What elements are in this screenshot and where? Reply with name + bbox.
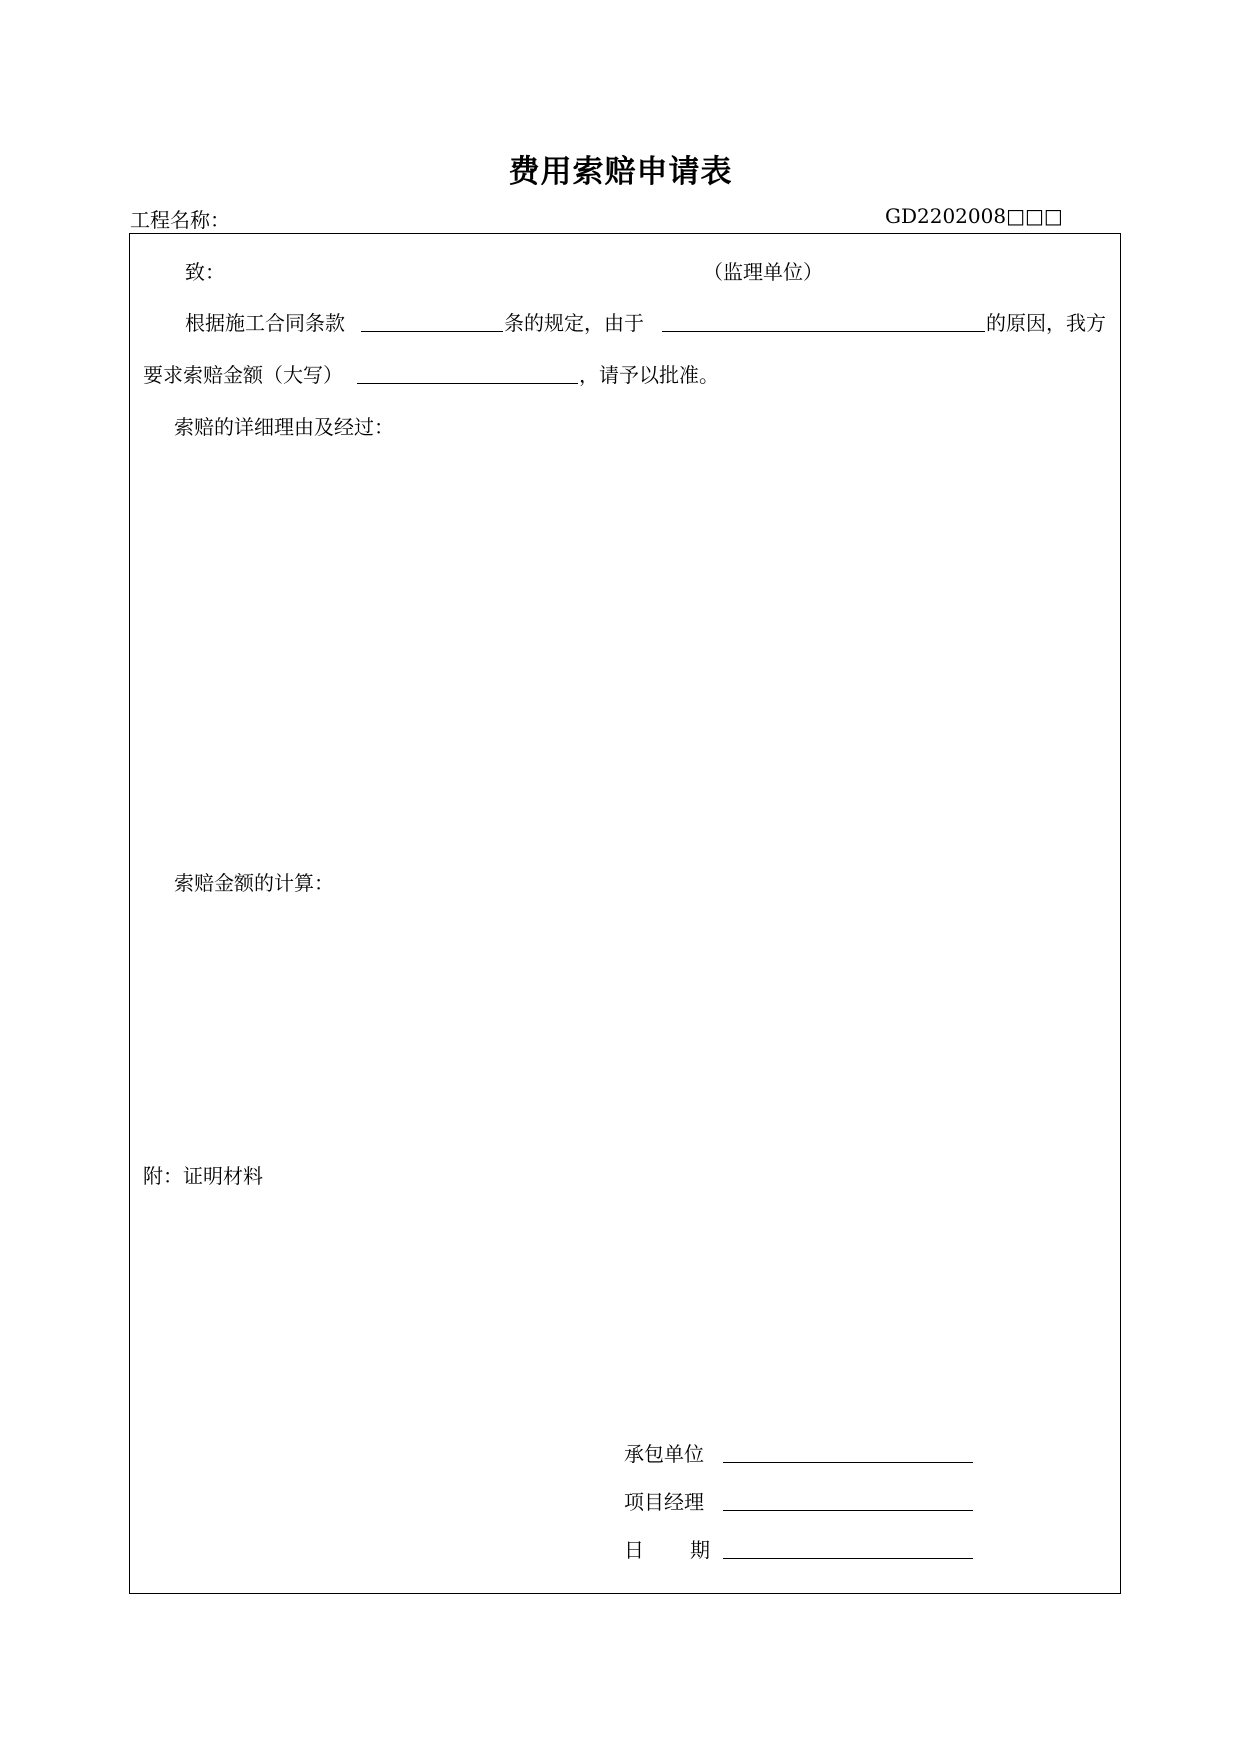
date-label-char-2: 期 [690,1538,710,1562]
addressee-unit-label: （监理单位） [703,260,823,284]
form-title: 费用索赔申请表 [508,154,733,190]
project-manager-field[interactable] [723,1510,973,1511]
reason-field[interactable] [662,331,985,332]
project-manager-label: 项目经理 [624,1490,704,1514]
date-field[interactable] [723,1558,973,1559]
para1-text-end: 的原因，我方 [986,311,1106,335]
amount-calculation-area[interactable] [170,904,1070,1154]
form-code: GD2202008□□□ [885,204,1063,228]
para2-text-end: ，请予以批准。 [579,363,719,387]
attachment-label: 附：证明材料 [143,1164,263,1188]
clause-number-field[interactable] [361,331,503,332]
amount-calculation-label: 索赔金额的计算： [174,871,334,895]
attachment-area[interactable] [143,1196,1063,1356]
para1-text-clause: 根据施工合同条款 [185,311,345,335]
para1-text-reason: 条的规定，由于 [504,311,644,335]
date-label-char-1: 日 [624,1538,644,1562]
claim-amount-uppercase-field[interactable] [357,383,578,384]
reason-details-label: 索赔的详细理由及经过： [174,415,394,439]
para2-text-amount: 要求索赔金额（大写） [143,363,343,387]
addressee-prefix: 致： [185,260,225,284]
contractor-label: 承包单位 [624,1442,704,1466]
form-box [129,233,1121,1594]
reason-details-area[interactable] [170,449,1070,874]
contractor-field[interactable] [723,1462,973,1463]
project-name-label: 工程名称： [130,208,230,232]
